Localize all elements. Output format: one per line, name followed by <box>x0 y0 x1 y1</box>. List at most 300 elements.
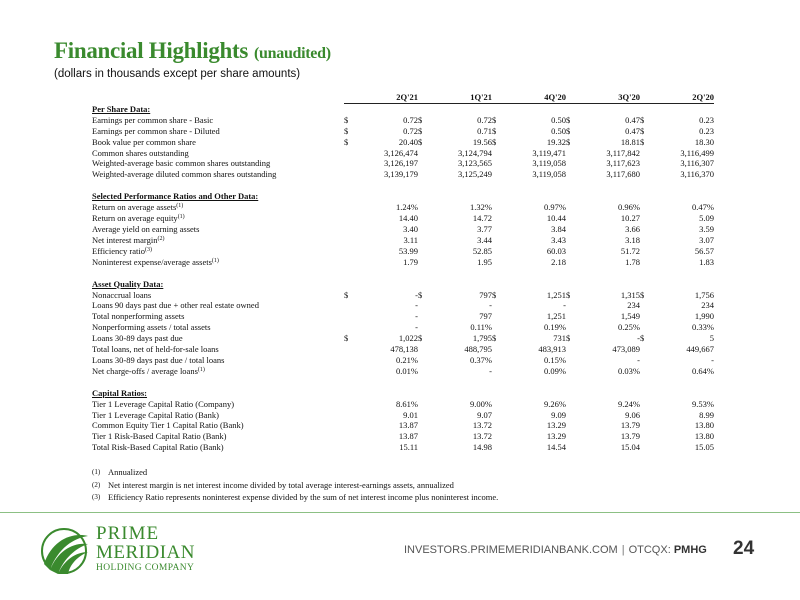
currency-cell <box>418 235 426 246</box>
currency-cell <box>344 344 352 355</box>
financial-table <box>92 92 714 453</box>
value-cell: 0.72 <box>403 114 418 125</box>
row-label: Total nonperforming assets <box>92 311 185 322</box>
currency-cell <box>566 442 574 453</box>
value-cell: 3,119,058 <box>532 158 566 169</box>
page-title-suffix: (unaudited) <box>254 45 331 62</box>
table-row <box>92 235 714 246</box>
row-label-cell <box>92 213 344 224</box>
value-cell: - <box>637 354 640 365</box>
value-cell: 1,990 <box>694 311 714 322</box>
currency-cell: $ <box>640 333 645 344</box>
row-label-cell <box>92 158 344 169</box>
value-cell: 13.80 <box>694 420 714 431</box>
currency-cell <box>640 235 648 246</box>
row-label: Return on average equity <box>92 213 178 224</box>
value-cell: 14.40 <box>398 213 418 224</box>
table-row <box>92 399 714 410</box>
value-cell: 13.29 <box>546 420 566 431</box>
value-cell: 5.09 <box>699 213 714 224</box>
currency-cell <box>566 344 574 355</box>
value-cell: 3,123,565 <box>458 158 492 169</box>
footnote-reference: (1) <box>211 257 219 264</box>
section-header-row <box>92 279 714 290</box>
currency-cell <box>640 169 648 180</box>
currency-cell <box>344 431 352 442</box>
row-label: Tier 1 Leverage Capital Ratio (Company) <box>92 398 235 409</box>
value-cell: 20.40 <box>398 136 418 147</box>
value-cell: 15.11 <box>399 442 418 453</box>
section-header-row <box>92 388 714 399</box>
value-cell: 0.72 <box>403 125 418 136</box>
row-label-cell <box>92 431 344 442</box>
currency-cell <box>492 355 500 366</box>
table-row <box>92 431 714 442</box>
value-cell: 19.56 <box>472 136 492 147</box>
row-label-cell <box>92 420 344 431</box>
currency-cell <box>566 213 574 224</box>
value-cell: 797 <box>479 289 492 300</box>
currency-cell <box>418 169 426 180</box>
currency-cell <box>492 399 500 410</box>
value-cell: - <box>489 300 492 311</box>
value-cell: 3,126,197 <box>384 158 418 169</box>
value-cell: 1,756 <box>694 289 714 300</box>
value-cell: 14.54 <box>546 442 566 453</box>
value-cell: 3.40 <box>403 223 418 234</box>
table-row <box>92 322 714 333</box>
currency-cell: $ <box>492 333 497 344</box>
row-label: Common shares outstanding <box>92 147 189 158</box>
value-cell: 3,119,058 <box>532 169 566 180</box>
value-cell: 0.71 <box>477 125 492 136</box>
value-cell: 0.01% <box>396 365 418 376</box>
currency-cell: $ <box>418 333 423 344</box>
currency-cell <box>566 169 574 180</box>
value-cell: 3,116,370 <box>680 169 714 180</box>
table-row <box>92 366 714 377</box>
row-label-cell <box>92 322 344 333</box>
page-subtitle: (dollars in thousands except per share amounts) <box>54 68 301 80</box>
value-cell: 1.83 <box>699 256 714 267</box>
value-cell: 3,117,680 <box>606 169 640 180</box>
footnote-reference: (2) <box>157 235 165 242</box>
value-cell: 18.30 <box>694 136 714 147</box>
value-cell: 0.33% <box>692 322 714 333</box>
currency-cell <box>344 257 352 268</box>
value-cell: 449,667 <box>686 344 714 355</box>
value-cell: 3,117,842 <box>606 147 640 158</box>
value-cell: 60.03 <box>546 245 566 256</box>
value-cell: 1,251 <box>546 289 566 300</box>
value-cell: 3,116,499 <box>680 147 714 158</box>
currency-cell <box>492 213 500 224</box>
currency-cell: $ <box>640 114 645 125</box>
footer-info <box>404 544 707 556</box>
currency-cell <box>344 246 352 257</box>
currency-cell <box>640 148 648 159</box>
row-label-cell <box>92 366 344 377</box>
value-cell: 1.95 <box>477 256 492 267</box>
value-cell: 0.25% <box>618 322 640 333</box>
value-cell: 0.03% <box>618 365 640 376</box>
value-cell: 13.80 <box>694 431 714 442</box>
value-cell: 13.29 <box>546 431 566 442</box>
currency-cell <box>566 355 574 366</box>
currency-cell <box>566 420 574 431</box>
value-cell: 1.24% <box>396 202 418 213</box>
ticker-prefix: OTCQX: <box>628 544 671 556</box>
table-row <box>92 169 714 180</box>
section-title: Selected Performance Ratios and Other Data: <box>92 191 259 202</box>
currency-cell: $ <box>492 114 497 125</box>
currency-cell <box>344 410 352 421</box>
value-cell: 9.06 <box>625 409 640 420</box>
table-row <box>92 224 714 235</box>
value-cell: 9.26% <box>544 398 566 409</box>
value-cell: 3,116,307 <box>680 158 714 169</box>
value-cell: 3.59 <box>699 223 714 234</box>
value-cell: 2.18 <box>551 256 566 267</box>
row-label: Average yield on earning assets <box>92 223 200 234</box>
footer-divider <box>0 512 800 513</box>
page-title <box>54 38 331 64</box>
row-label-cell <box>92 410 344 421</box>
currency-cell <box>640 420 648 431</box>
row-label-cell <box>92 300 344 311</box>
currency-cell <box>492 431 500 442</box>
value-cell: 0.64% <box>692 365 714 376</box>
row-label-cell <box>92 442 344 453</box>
row-label: Noninterest expense/average assets <box>92 256 212 267</box>
row-label-cell <box>92 246 344 257</box>
currency-cell <box>492 224 500 235</box>
row-label: Earnings per common share - Diluted <box>92 125 220 136</box>
value-cell: 0.97% <box>544 202 566 213</box>
table-row <box>92 311 714 322</box>
table-header-row <box>92 92 714 103</box>
footnote <box>92 479 498 492</box>
value-cell: 13.87 <box>398 431 418 442</box>
currency-cell <box>566 202 574 213</box>
currency-cell: $ <box>492 136 497 147</box>
spacer-cell <box>92 180 714 191</box>
currency-cell <box>418 202 426 213</box>
footnote-text: Net interest margin is net interest income divided by total average interest-earnings assets, annualized <box>108 479 454 490</box>
row-label-cell <box>92 311 344 322</box>
currency-cell <box>640 399 648 410</box>
currency-cell <box>640 431 648 442</box>
value-cell: 8.99 <box>699 409 714 420</box>
value-cell: 478,138 <box>390 344 418 355</box>
row-label-cell <box>92 333 344 344</box>
value-cell: 0.47 <box>625 125 640 136</box>
value-cell: - <box>415 289 418 300</box>
value-cell: 14.98 <box>472 442 492 453</box>
spacer-cell <box>92 268 714 279</box>
currency-cell <box>344 322 352 333</box>
value-cell: 0.47 <box>625 114 640 125</box>
value-cell: 14.72 <box>472 213 492 224</box>
value-cell: 797 <box>479 311 492 322</box>
currency-cell <box>566 148 574 159</box>
column-header: 2Q'21 <box>352 92 418 103</box>
currency-cell <box>344 399 352 410</box>
footnote-reference: (1) <box>176 203 184 210</box>
value-cell: 234 <box>627 300 640 311</box>
value-cell: 234 <box>701 300 714 311</box>
currency-cell <box>640 355 648 366</box>
currency-cell <box>640 158 648 169</box>
currency-cell <box>344 213 352 224</box>
logo-word-meridian: MERIDIAN <box>96 542 195 563</box>
value-cell: 9.07 <box>477 409 492 420</box>
value-cell: 52.85 <box>472 245 492 256</box>
currency-cell <box>492 257 500 268</box>
value-cell: - <box>637 333 640 344</box>
currency-cell <box>492 300 500 311</box>
value-cell: 1,022 <box>398 333 418 344</box>
value-cell: 18.81 <box>620 136 640 147</box>
currency-cell: $ <box>418 289 423 300</box>
value-cell: - <box>489 365 492 376</box>
page-number: 24 <box>733 538 755 559</box>
row-label: Loans 90 days past due + other real estate owned <box>92 300 259 311</box>
section-title: Per Share Data: <box>92 103 151 114</box>
row-label: Nonperforming assets / total assets <box>92 322 211 333</box>
value-cell: 0.21% <box>396 354 418 365</box>
row-label: Book value per common share <box>92 136 196 147</box>
value-cell: 3,126,474 <box>384 147 418 158</box>
currency-cell <box>344 158 352 169</box>
row-label: Total loans, net of held-for-sale loans <box>92 344 219 355</box>
currency-cell: $ <box>492 289 497 300</box>
currency-cell <box>418 148 426 159</box>
currency-cell <box>566 158 574 169</box>
currency-cell <box>418 420 426 431</box>
value-cell: 3.43 <box>551 234 566 245</box>
row-label: Tier 1 Risk-Based Capital Ratio (Bank) <box>92 431 227 442</box>
value-cell: 13.79 <box>620 431 640 442</box>
value-cell: - <box>415 322 418 333</box>
value-cell: 0.09% <box>544 365 566 376</box>
row-label-cell <box>92 344 344 355</box>
currency-cell <box>492 410 500 421</box>
value-cell: 0.15% <box>544 354 566 365</box>
value-cell: 1,315 <box>620 289 640 300</box>
value-cell: 56.57 <box>694 245 714 256</box>
currency-cell <box>344 169 352 180</box>
currency-cell <box>418 366 426 377</box>
value-cell: - <box>415 311 418 322</box>
section-header-row <box>92 103 714 114</box>
currency-cell <box>418 257 426 268</box>
currency-cell <box>418 442 426 453</box>
table-row <box>92 246 714 257</box>
currency-cell <box>492 246 500 257</box>
value-cell: 3.66 <box>625 223 640 234</box>
currency-cell <box>566 431 574 442</box>
value-cell: 473,089 <box>612 344 640 355</box>
column-header: 1Q'21 <box>426 92 492 103</box>
currency-cell: $ <box>344 114 349 125</box>
spacer-cell <box>92 377 714 388</box>
value-cell: 0.23 <box>699 114 714 125</box>
table-row <box>92 137 714 148</box>
currency-cell: $ <box>344 125 349 136</box>
currency-cell: $ <box>640 136 645 147</box>
value-cell: 1,251 <box>546 311 566 322</box>
currency-cell <box>640 257 648 268</box>
stock-ticker <box>629 544 707 556</box>
currency-cell <box>418 344 426 355</box>
footnote-mark: (1) <box>92 468 101 476</box>
value-cell: 10.44 <box>546 213 566 224</box>
value-cell: 3,117,623 <box>606 158 640 169</box>
value-cell: - <box>563 300 566 311</box>
value-cell: 9.09 <box>551 409 566 420</box>
footnote <box>92 491 498 504</box>
currency-cell: $ <box>418 136 423 147</box>
currency-cell <box>418 300 426 311</box>
table-row <box>92 158 714 169</box>
table-row <box>92 202 714 213</box>
section-title: Capital Ratios: <box>92 387 148 398</box>
company-logo <box>38 524 213 576</box>
currency-cell <box>344 366 352 377</box>
row-label-cell <box>92 126 344 137</box>
value-cell: 9.00% <box>470 398 492 409</box>
table-row <box>92 257 714 268</box>
value-cell: 0.23 <box>699 125 714 136</box>
footnote-mark: (3) <box>92 493 101 501</box>
currency-cell: $ <box>566 333 571 344</box>
column-header: 4Q'20 <box>500 92 566 103</box>
currency-cell <box>418 355 426 366</box>
currency-cell <box>566 399 574 410</box>
currency-cell <box>566 257 574 268</box>
value-cell: 5 <box>709 333 714 344</box>
table-row <box>92 213 714 224</box>
logo-word-prime: PRIME <box>96 523 160 544</box>
currency-cell <box>344 311 352 322</box>
table-row <box>92 333 714 344</box>
currency-cell <box>640 442 648 453</box>
footnote <box>92 466 498 479</box>
currency-cell <box>492 202 500 213</box>
value-cell: 0.19% <box>544 322 566 333</box>
currency-cell <box>492 158 500 169</box>
currency-cell <box>418 158 426 169</box>
value-cell: - <box>415 300 418 311</box>
value-cell: 1.32% <box>470 202 492 213</box>
currency-cell <box>640 410 648 421</box>
currency-cell <box>344 355 352 366</box>
value-cell: 51.72 <box>620 245 640 256</box>
currency-cell <box>640 311 648 322</box>
currency-cell <box>566 235 574 246</box>
footnote-reference: (1) <box>197 366 205 373</box>
currency-cell <box>640 344 648 355</box>
currency-cell <box>492 344 500 355</box>
currency-cell: $ <box>640 289 645 300</box>
value-cell: 3,139,179 <box>384 169 418 180</box>
currency-cell <box>418 431 426 442</box>
value-cell: 731 <box>553 333 566 344</box>
investor-site-link[interactable]: INVESTORS.PRIMEMERIDIANBANK.COM <box>404 544 618 556</box>
value-cell: 0.37% <box>470 354 492 365</box>
ticker-symbol: PMHG <box>673 544 707 556</box>
currency-cell: $ <box>492 125 497 136</box>
column-header: 2Q'20 <box>648 92 714 103</box>
row-label: Efficiency ratio <box>92 245 145 256</box>
table-row <box>92 420 714 431</box>
currency-cell: $ <box>344 136 349 147</box>
currency-cell <box>418 246 426 257</box>
value-cell: 8.61% <box>396 398 418 409</box>
row-label: Common Equity Tier 1 Capital Ratio (Bank) <box>92 420 244 431</box>
row-label: Earnings per common share - Basic <box>92 114 214 125</box>
row-label-cell <box>92 399 344 410</box>
table-row <box>92 115 714 126</box>
currency-cell <box>344 202 352 213</box>
currency-cell: $ <box>566 136 571 147</box>
currency-cell <box>566 410 574 421</box>
currency-cell <box>492 148 500 159</box>
row-label: Nonaccrual loans <box>92 289 152 300</box>
value-cell: 1,795 <box>472 333 492 344</box>
currency-cell <box>344 300 352 311</box>
value-cell: 13.79 <box>620 420 640 431</box>
table-row <box>92 442 714 453</box>
footnote-text: Efficiency Ratio represents noninterest expense divided by the sum of net interest income plus noninterest income. <box>108 492 499 502</box>
currency-cell: $ <box>566 125 571 136</box>
value-cell: 0.50 <box>551 125 566 136</box>
currency-cell: $ <box>418 114 423 125</box>
footnote-text: Annualized <box>108 467 148 477</box>
value-cell: - <box>711 354 714 365</box>
row-label: Net charge-offs / average loans <box>92 365 198 376</box>
value-cell: 9.01 <box>403 409 418 420</box>
value-cell: 9.53% <box>692 398 714 409</box>
value-cell: 0.11% <box>470 322 492 333</box>
value-cell: 3.84 <box>551 223 566 234</box>
currency-cell <box>344 224 352 235</box>
section-spacer <box>92 268 714 279</box>
value-cell: 10.27 <box>620 213 640 224</box>
currency-cell: $ <box>566 114 571 125</box>
currency-cell: $ <box>418 125 423 136</box>
value-cell: 3.77 <box>477 223 492 234</box>
footnote-mark: (2) <box>92 480 101 489</box>
currency-cell <box>344 420 352 431</box>
value-cell: 13.72 <box>472 420 492 431</box>
currency-cell <box>640 366 648 377</box>
value-cell: 13.72 <box>472 431 492 442</box>
table-row <box>92 300 714 311</box>
row-label: Loans 30-89 days past due <box>92 333 183 344</box>
currency-cell <box>640 224 648 235</box>
currency-cell: $ <box>344 333 349 344</box>
value-cell: 15.05 <box>694 442 714 453</box>
row-label-cell <box>92 355 344 366</box>
currency-cell <box>492 235 500 246</box>
row-label-cell <box>92 115 344 126</box>
currency-cell <box>418 311 426 322</box>
value-cell: 19.32 <box>546 136 566 147</box>
value-cell: 1,549 <box>620 311 640 322</box>
row-label-cell <box>92 137 344 148</box>
